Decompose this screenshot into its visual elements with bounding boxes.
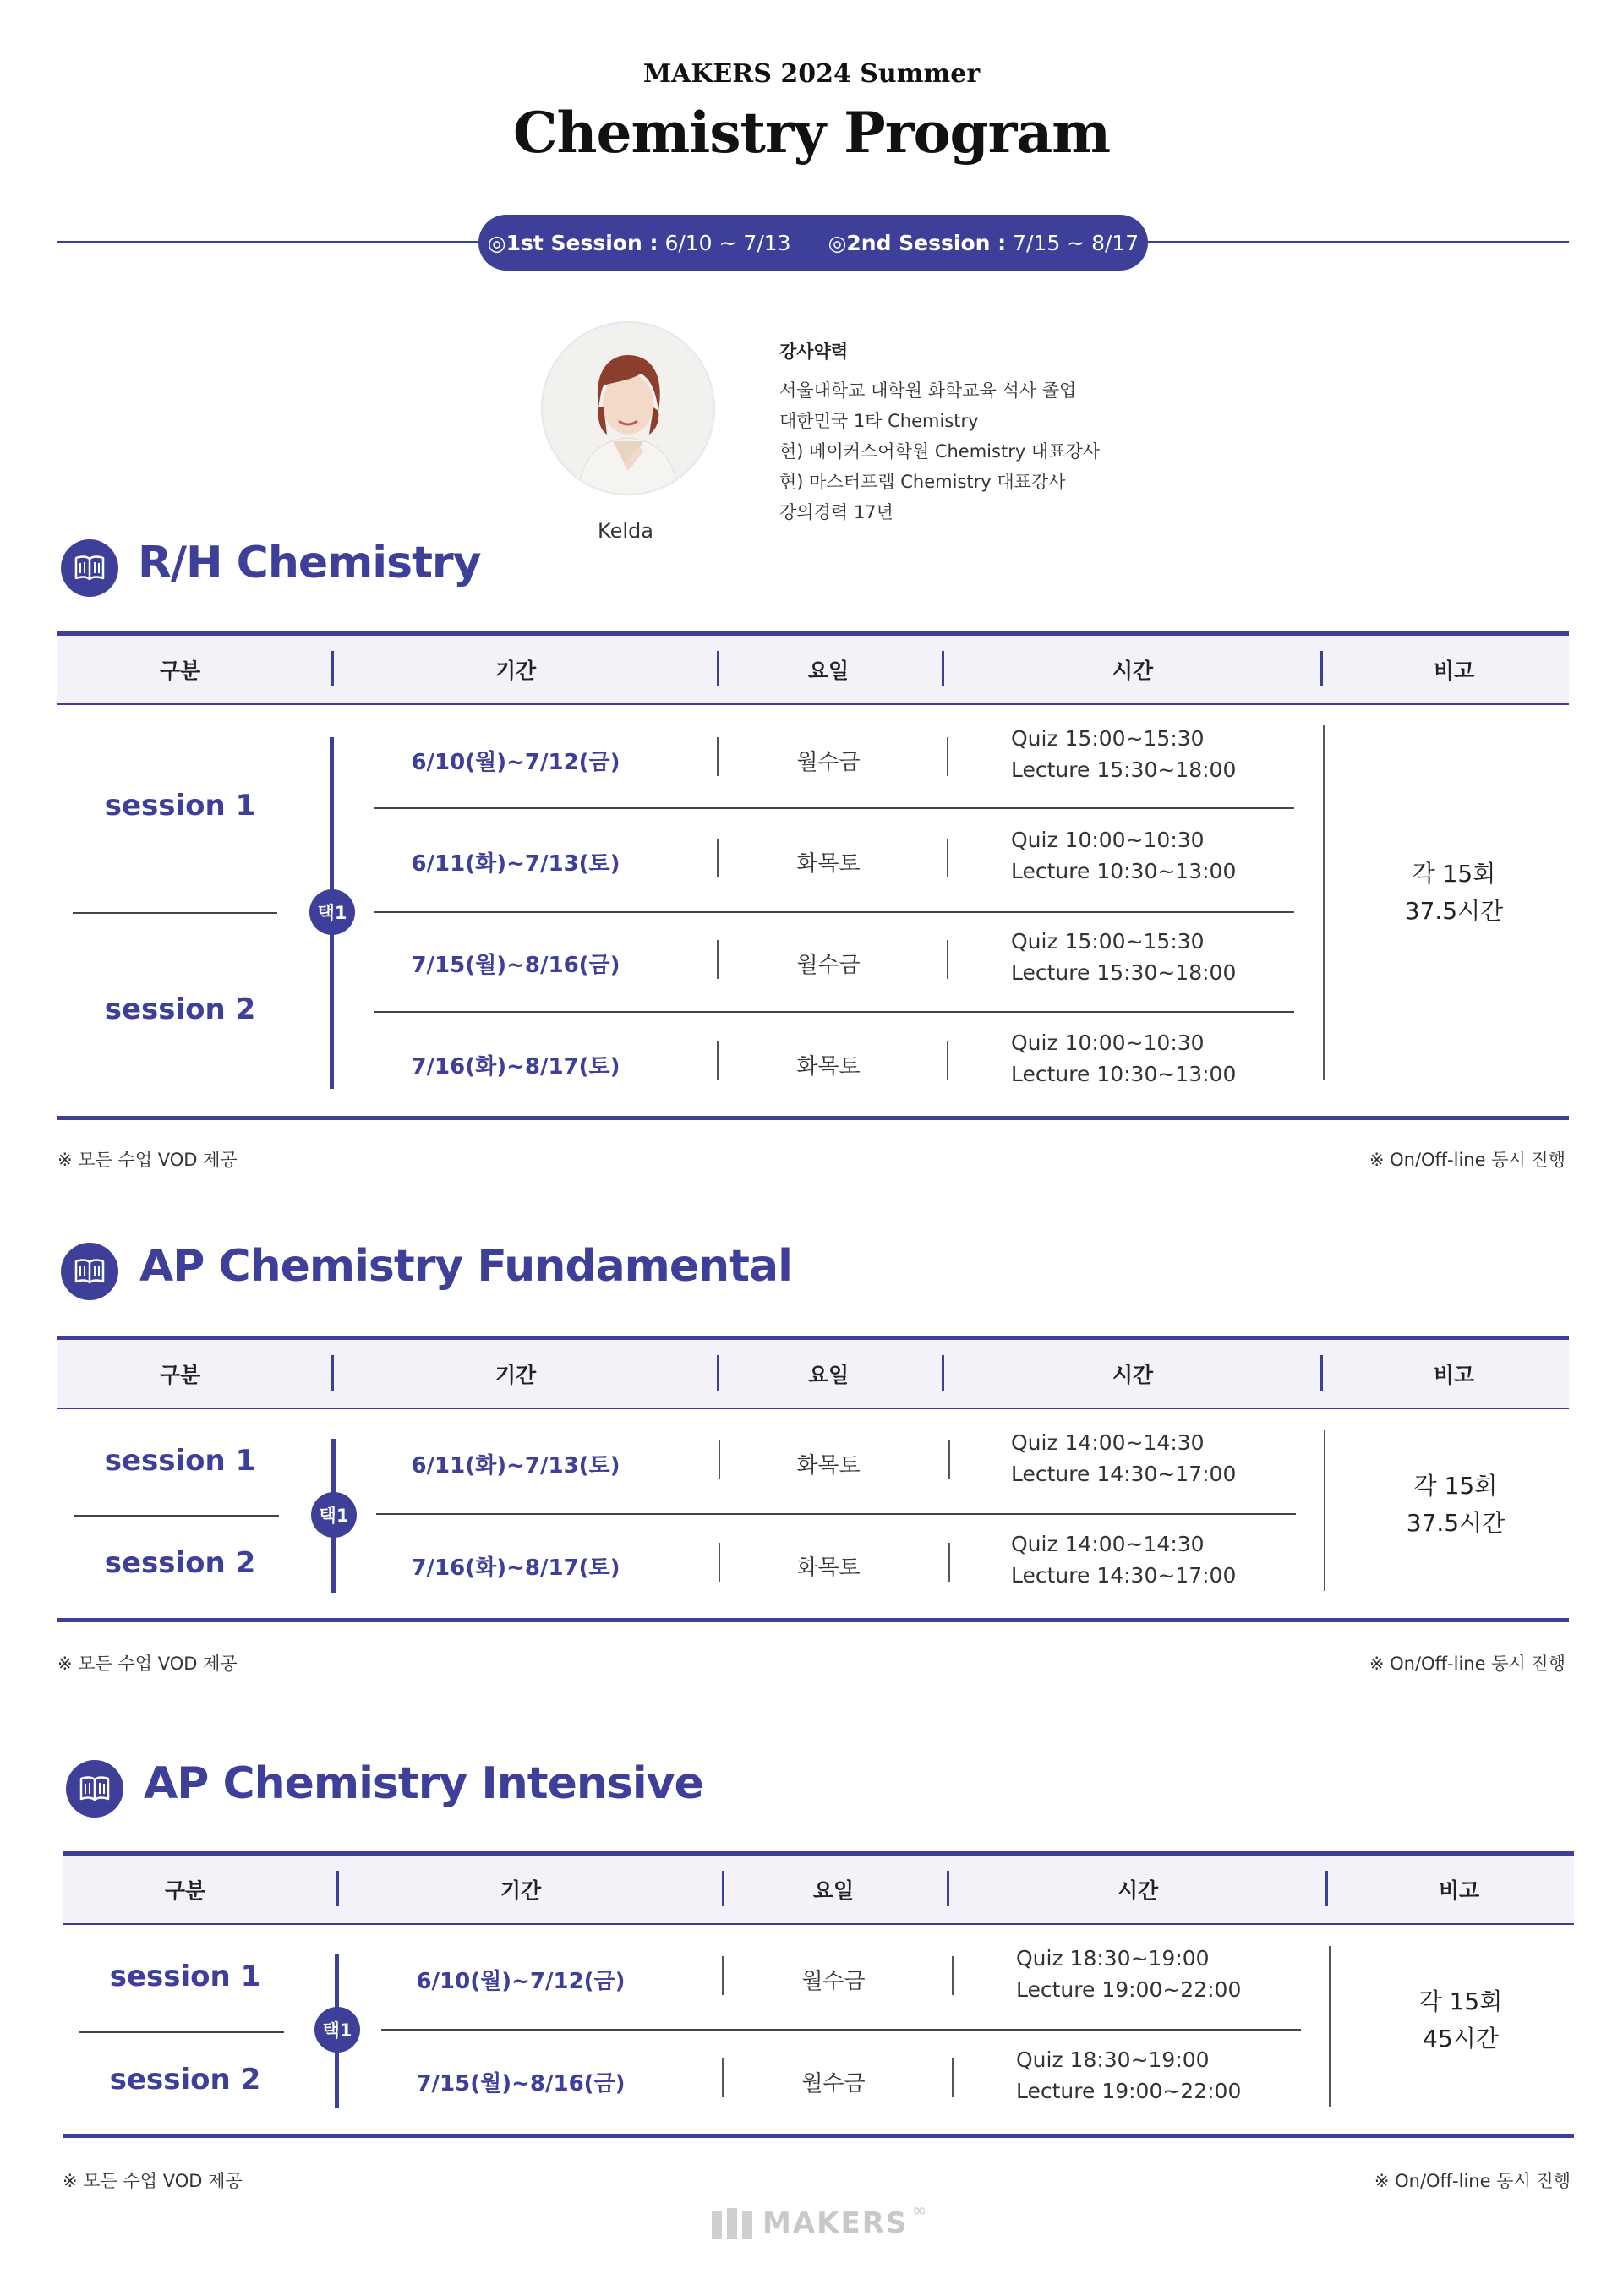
row-date: 7/15(월)~8/16(금): [411, 953, 620, 978]
row-divider: [374, 807, 1294, 809]
row-time: Quiz 10:00~10:30 Lecture 10:30~13:00: [1011, 828, 1237, 883]
row-time: Quiz 18:30~19:00 Lecture 19:00~22:00: [1016, 2047, 1242, 2103]
row-days: 월수금: [796, 953, 861, 978]
column-header-time: 시간: [1112, 1363, 1154, 1387]
bio-line: 현) 메이커스어학원 Chemistry 대표강사: [779, 441, 1101, 462]
column-header-time: 시간: [1117, 1878, 1159, 1903]
column-header-category: 구분: [159, 659, 201, 683]
session-divider: [73, 912, 277, 914]
column-header-category: 구분: [164, 1878, 206, 1903]
makers-logo-mark-icon: [710, 2206, 756, 2240]
cell-separator: [717, 1041, 719, 1080]
row-divider: [374, 1011, 1294, 1013]
table-header-border: [57, 1408, 1569, 1409]
row-time: Quiz 10:00~10:30 Lecture 10:30~13:00: [1011, 1030, 1237, 1086]
header-separator: [336, 1871, 339, 1906]
remarks-cell: 각 15회 45시간: [1418, 1987, 1503, 2053]
column-header-remarks: 비고: [1433, 659, 1475, 683]
session-label: session 1: [104, 789, 256, 823]
row-time: Quiz 18:30~19:00 Lecture 19:00~22:00: [1016, 1946, 1242, 2002]
column-header-remarks: 비고: [1438, 1878, 1480, 1903]
section-title-rh-chemistry: R/H Chemistry: [138, 538, 481, 588]
row-date: 7/16(화)~8/17(토): [411, 1555, 620, 1581]
row-days: 화목토: [796, 1555, 861, 1581]
header-separator: [722, 1871, 724, 1906]
cell-separator: [947, 839, 948, 877]
cell-separator: [952, 1956, 954, 1995]
header-separator: [942, 651, 944, 686]
choose-one-badge: 택1: [314, 2007, 360, 2053]
row-date: 6/10(월)~7/12(금): [416, 1969, 626, 1994]
infinity-icon: ∞: [911, 2200, 927, 2222]
cell-separator: [947, 1041, 948, 1080]
row-days: 월수금: [796, 750, 861, 775]
column-header-period: 기간: [500, 1878, 542, 1903]
section-title-ap-fundamental: AP Chemistry Fundamental: [139, 1241, 792, 1292]
table-bottom-border: [57, 1618, 1569, 1622]
remarks-separator: [1323, 725, 1325, 1080]
row-days: 월수금: [801, 1969, 866, 1994]
row-divider: [376, 1513, 1296, 1515]
row-date: 6/11(화)~7/13(토): [411, 851, 620, 877]
column-header-period: 기간: [495, 659, 537, 683]
vod-note: ※ 모든 수업 VOD 제공: [63, 2171, 243, 2191]
vod-note: ※ 모든 수업 VOD 제공: [57, 1654, 238, 1674]
session-dates-pill: [478, 215, 1148, 271]
row-time: Quiz 15:00~15:30 Lecture 15:30~18:00: [1011, 929, 1237, 985]
choose-one-badge: 택1: [311, 1492, 357, 1538]
online-offline-note: ※ On/Off-line 동시 진행: [1369, 1654, 1566, 1674]
logo-wordmark: MAKERS: [762, 2206, 909, 2240]
row-time: Quiz 14:00~14:30 Lecture 14:30~17:00: [1011, 1430, 1237, 1486]
column-header-remarks: 비고: [1433, 1363, 1475, 1387]
cell-separator: [719, 1440, 720, 1479]
cell-separator: [717, 737, 719, 776]
row-days: 화목토: [796, 851, 861, 877]
row-days: 화목토: [796, 1453, 861, 1479]
column-header-days: 요일: [812, 1878, 855, 1903]
row-days: 화목토: [796, 1054, 861, 1080]
row-date: 7/15(월)~8/16(금): [416, 2071, 626, 2096]
bio-line: 서울대학교 대학원 화학교육 석사 졸업: [779, 380, 1077, 401]
choose-one-badge: 택1: [309, 889, 355, 935]
header-separator: [942, 1355, 944, 1391]
table-bottom-border: [57, 1116, 1569, 1120]
session-label: session 2: [109, 2063, 261, 2096]
online-offline-note: ※ On/Off-line 동시 진행: [1369, 1150, 1566, 1170]
cell-separator: [722, 2058, 724, 2097]
column-header-days: 요일: [807, 659, 850, 683]
row-time: Quiz 14:00~14:30 Lecture 14:30~17:00: [1011, 1532, 1237, 1588]
bio-line: 강의경력 17년: [779, 502, 893, 522]
column-header-period: 기간: [495, 1363, 537, 1387]
column-header-days: 요일: [807, 1363, 850, 1387]
book-icon: [61, 1243, 118, 1300]
cell-separator: [948, 1440, 950, 1479]
book-icon: [66, 1760, 123, 1818]
table-header-border: [63, 1923, 1574, 1925]
cell-separator: [717, 940, 719, 979]
session2-info: ◎2nd Session : 7/15 ~ 8/17: [828, 230, 1139, 255]
session-divider: [74, 1515, 279, 1517]
header-divider-left: [57, 241, 480, 243]
remarks-separator: [1329, 1946, 1331, 2107]
remarks-cell: 각 15회 37.5시간: [1406, 1472, 1506, 1537]
header-separator: [947, 1871, 949, 1906]
row-date: 6/11(화)~7/13(토): [411, 1453, 620, 1479]
row-days: 월수금: [801, 2071, 866, 2096]
header-separator: [1325, 1871, 1328, 1906]
table-header-border: [57, 703, 1569, 705]
instructor-bio: [779, 336, 1100, 528]
header-separator: [1320, 651, 1323, 686]
cell-separator: [722, 1956, 724, 1995]
session-label: session 1: [109, 1960, 261, 1993]
section-title-ap-intensive: AP Chemistry Intensive: [144, 1758, 703, 1809]
cell-separator: [952, 2058, 954, 2097]
cell-separator: [947, 940, 948, 979]
remarks-separator: [1324, 1430, 1325, 1591]
row-divider: [374, 911, 1294, 913]
column-header-time: 시간: [1112, 659, 1154, 683]
instructor-photo: [541, 321, 715, 495]
bio-line: 대한민국 1타 Chemistry: [779, 411, 979, 431]
bio-line: 현) 마스터프렙 Chemistry 대표강사: [779, 472, 1066, 492]
vod-note: ※ 모든 수업 VOD 제공: [57, 1150, 238, 1170]
row-date: 7/16(화)~8/17(토): [411, 1054, 620, 1080]
bio-title: 강사약력: [779, 342, 849, 362]
session-label: session 2: [104, 992, 256, 1026]
instructor-name: Kelda: [598, 519, 653, 543]
book-icon: [61, 539, 118, 597]
column-header-category: 구분: [159, 1363, 201, 1387]
session-divider: [79, 2031, 284, 2033]
page-title: Chemistry Program: [512, 100, 1111, 166]
row-time: Quiz 15:00~15:30 Lecture 15:30~18:00: [1011, 726, 1237, 782]
cell-separator: [948, 1543, 950, 1582]
cell-separator: [719, 1543, 720, 1582]
header-separator: [331, 651, 334, 686]
remarks-cell: 각 15회 37.5시간: [1404, 860, 1504, 925]
header-separator: [717, 1355, 719, 1391]
table-bottom-border: [63, 2134, 1574, 2138]
header-separator: [717, 651, 719, 686]
cell-separator: [947, 737, 948, 776]
cell-separator: [717, 839, 719, 877]
header-separator: [331, 1355, 334, 1391]
header-separator: [1320, 1355, 1323, 1391]
program-kicker: MAKERS 2024 Summer: [642, 59, 981, 89]
online-offline-note: ※ On/Off-line 동시 진행: [1374, 2171, 1571, 2191]
session-label: session 2: [104, 1546, 256, 1580]
session1-info: ◎1st Session : 6/10 ~ 7/13: [487, 230, 791, 255]
row-date: 6/10(월)~7/12(금): [411, 750, 620, 775]
header-divider-right: [1146, 241, 1569, 243]
session-label: session 1: [104, 1444, 256, 1478]
row-divider: [381, 2029, 1301, 2031]
makers-logo: [710, 2200, 927, 2240]
